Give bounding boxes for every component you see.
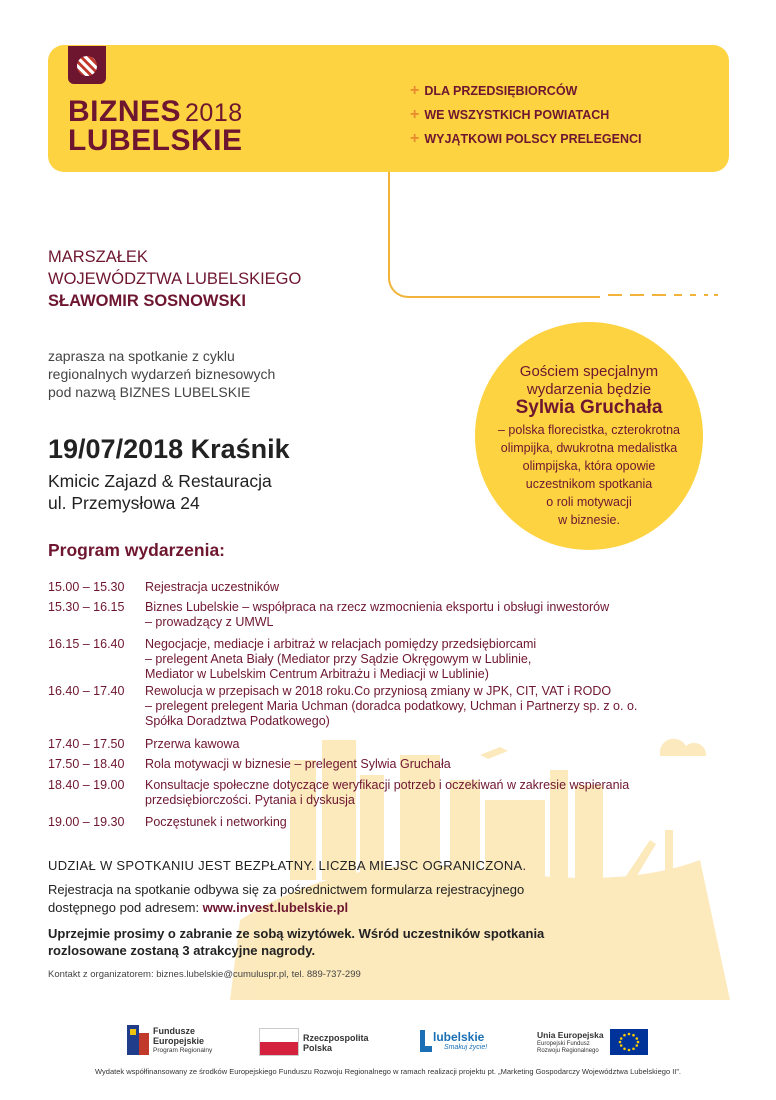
logo-text: Program Regionalny: [153, 1047, 213, 1054]
logo-text: Fundusze: [153, 1026, 195, 1036]
biznes-lubelskie-emblem-icon: [68, 46, 106, 84]
guest-description: w biznesie.: [558, 513, 620, 527]
decorative-dash: [630, 294, 644, 296]
guest-description: olimpijska, która opowie: [522, 459, 656, 473]
program-time: 15.30 – 16.15: [48, 600, 125, 614]
guest-description: o roli motywacji: [546, 495, 632, 509]
host-role: MARSZAŁEK: [48, 248, 148, 266]
footer-funding-note: Wydatek współfinansowany ze środków Europejskiego Funduszu Rozwoju Regionalnego w ramach realizacji projektu pt. „Marketing Gospodarczy Województwa Lubelskiego II”.: [95, 1067, 681, 1076]
logo-text: Polska: [303, 1043, 333, 1053]
program-description: Przerwa kawowa: [145, 737, 240, 751]
host-name: SŁAWOMIR SOSNOWSKI: [48, 292, 246, 310]
decorative-dash: [608, 294, 622, 296]
request-text: Uprzejmie prosimy o zabranie ze sobą wizytówek. Wśród uczestników spotkania: [48, 926, 545, 941]
invite-text: pod nazwą BIZNES LUBELSKIE: [48, 384, 251, 400]
brand-title: BIZNES 2018: [68, 95, 243, 128]
feature-item: + WE WSZYSTKICH POWIATACH: [410, 106, 610, 123]
eu-flag-icon: [610, 1029, 648, 1055]
host-role: WOJEWÓDZTWA LUBELSKIEGO: [48, 270, 302, 288]
polish-flag-icon: [259, 1028, 299, 1056]
fundusze-europejskie-logo-icon: [127, 1025, 149, 1055]
guest-name: Sylwia Gruchała: [515, 397, 663, 418]
program-description: Poczęstunek i networking: [145, 815, 287, 829]
logo-text: Smakuj życie!: [444, 1044, 488, 1051]
program-time: 19.00 – 19.30: [48, 815, 125, 829]
guest-description: olimpijka, dwukrotna medalistka: [500, 441, 678, 455]
plus-icon: +: [410, 106, 420, 123]
decorative-dash: [704, 294, 708, 296]
registration-text: Rejestracja na spotkanie odbywa się za pośrednictwem formularza rejestracyjnego: [48, 882, 525, 897]
logo-text: Europejski Fundusz: [537, 1041, 590, 1047]
decorative-dash: [674, 294, 682, 296]
invite-text: zaprasza na spotkanie z cyklu: [48, 348, 235, 364]
program-title: Program wydarzenia:: [48, 540, 225, 560]
feature-item: + DLA PRZEDSIĘBIORCÓW: [410, 82, 578, 99]
logo-text: Rozwoju Regionalnego: [537, 1048, 599, 1054]
registration-link[interactable]: www.invest.lubelskie.pl: [202, 900, 349, 915]
program-description: Rola motywacji w biznesie – prelegent Sylwia Gruchała: [145, 757, 451, 771]
logo-text: Rzeczpospolita: [303, 1033, 369, 1043]
venue-address: ul. Przemysłowa 24: [48, 493, 200, 513]
guest-description: – polska florecistka, czterokrotna: [497, 423, 681, 437]
guest-intro: Gościem specjalnym: [519, 363, 659, 380]
decorative-dash: [690, 294, 696, 296]
contact-info: Kontakt z organizatorem: biznes.lubelskie@cumuluspr.pl, tel. 889-737-299: [48, 969, 361, 980]
program-description: Konsultacje społeczne dotyczące weryfikacji potrzeb i oczekiwań w zakresie wspierania przedsiębiorczości. Pytania i dyskusja: [145, 778, 630, 807]
registration-text: dostępnego pod adresem: www.invest.lubelskie.pl: [48, 900, 349, 915]
guest-description: uczestnikom spotkania: [525, 477, 653, 491]
decorative-dash: [652, 294, 666, 296]
program-description: Rejestracja uczestników: [145, 580, 280, 594]
logo-text: lubelskie: [433, 1030, 485, 1044]
invite-text: regionalnych wydarzeń biznesowych: [48, 366, 276, 382]
program-description: Negocjacje, mediacje i arbitraż w relacjach pomiędzy przedsiębiorcami – prelegent Aneta Biały (Mediator przy Sądzie Okręgowym w Lublinie, Mediator w Lubelskim Centrum Arbitrażu i Mediacji w Lublinie): [145, 637, 537, 681]
program-time: 15.00 – 15.30: [48, 580, 125, 594]
decorative-dash: [714, 294, 718, 296]
brand-subtitle: LUBELSKIE: [68, 124, 243, 157]
plus-icon: +: [410, 130, 420, 147]
program-time: 16.40 – 17.40: [48, 684, 125, 698]
plus-icon: +: [410, 82, 420, 99]
lubelskie-logo-icon: [418, 1030, 432, 1052]
venue-name: Kmicic Zajazd & Restauracja: [48, 471, 272, 491]
guest-intro: wydarzenia będzie: [526, 381, 652, 398]
logo-text: Unia Europejska: [537, 1030, 604, 1040]
request-text: rozlosowane zostaną 3 atrakcyjne nagrody.: [48, 943, 316, 958]
decorative-line: [388, 172, 600, 298]
logo-text: Europejskie: [153, 1036, 205, 1046]
program-time: 17.50 – 18.40: [48, 757, 125, 771]
program-description: Rewolucja w przepisach w 2018 roku.Co przyniosą zmiany w JPK, CIT, VAT i RODO – prelegent prelegent Maria Uchman (doradca podatkowy, Uchman i Partnerzy sp. z o. o. Spółka Doradztwa Podatkowego): [145, 684, 638, 728]
feature-item: + WYJĄTKOWI POLSCY PRELEGENCI: [410, 130, 642, 147]
free-entry-note: UDZIAŁ W SPOTKANIU JEST BEZPŁATNY. LICZBA MIEJSC OGRANICZONA.: [48, 858, 527, 873]
program-time: 18.40 – 19.00: [48, 778, 125, 792]
program-description: Biznes Lubelskie – współpraca na rzecz wzmocnienia eksportu i obsługi inwestorów – prowadzący z UMWL: [145, 600, 610, 629]
program-time: 16.15 – 16.40: [48, 637, 125, 651]
program-time: 17.40 – 17.50: [48, 737, 125, 751]
brand-year: 2018: [185, 99, 243, 127]
event-date-place: 19/07/2018 Kraśnik: [48, 434, 290, 464]
